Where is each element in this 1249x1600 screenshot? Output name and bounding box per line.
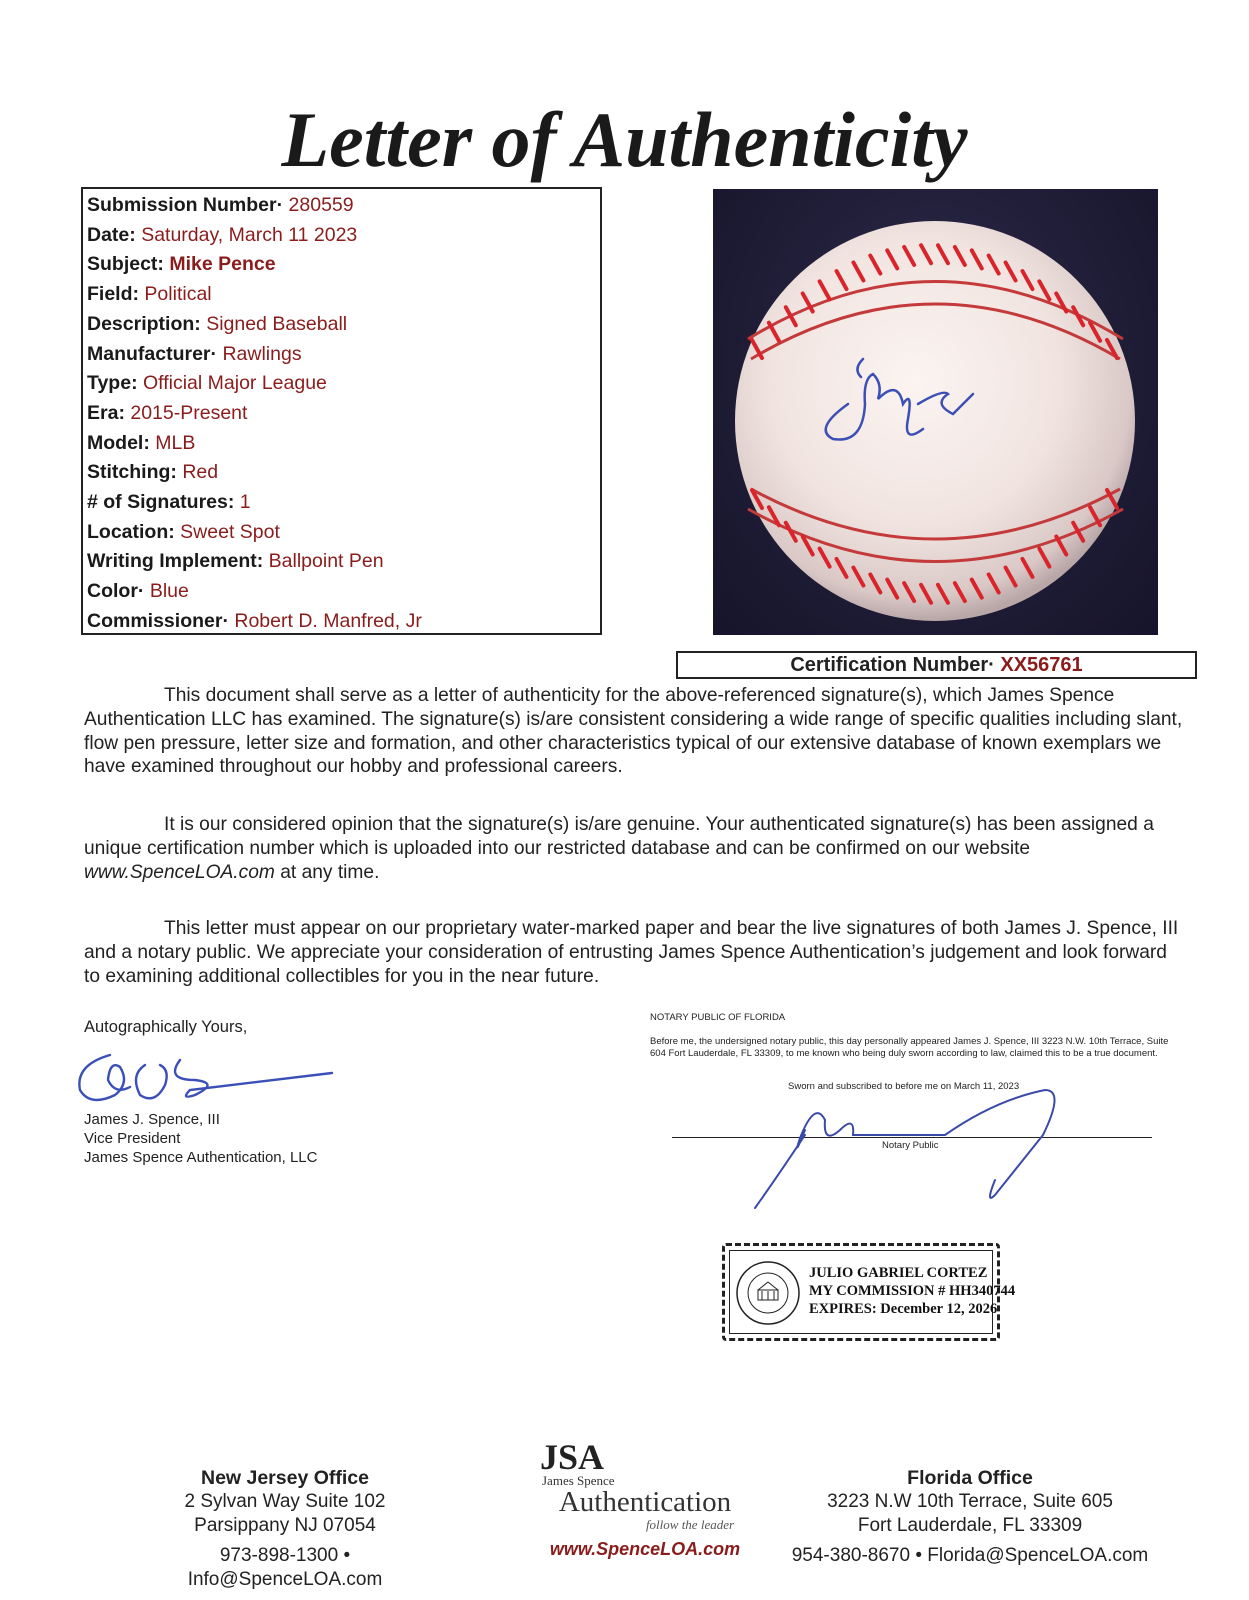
signoff-closing: Autographically Yours, <box>84 1018 248 1036</box>
baseball-photo <box>713 189 1158 635</box>
detail-label: Type: <box>87 372 138 395</box>
jsa-logo-sub: James Spence <box>542 1473 615 1488</box>
detail-row <box>87 429 596 459</box>
paragraph-1-text: This document shall serve as a letter of authenticity for the above-referenced signature(s), which James Spence Authentication LLC has examined. The signature(s) is/are consistent considering a wide range of specific qualities including slant, flow pen pressure, letter size and formation, and other characteristics typical of our extensive database of known exemplars we have examined throughout our hobby and professional careers. <box>84 685 1183 778</box>
detail-label: Stitching: <box>87 461 177 484</box>
detail-value: Rawlings <box>222 342 302 365</box>
seal-expires: EXPIRES: December 12, 2026 <box>809 1301 998 1317</box>
detail-row <box>87 488 596 518</box>
detail-row <box>87 280 596 310</box>
notary-seal <box>722 1243 1016 1341</box>
detail-value: Saturday, March 11 2023 <box>141 223 358 246</box>
paragraph-3 <box>84 917 1184 988</box>
seal-commission: MY COMMISSION # HH340744 <box>809 1283 1016 1299</box>
detail-row <box>87 458 596 488</box>
notary-heading: NOTARY PUBLIC OF FLORIDA <box>650 1012 786 1023</box>
fl-address-2: Fort Lauderdale, FL 33309 <box>857 1515 1083 1536</box>
nj-office-heading: New Jersey Office <box>200 1467 369 1489</box>
detail-row <box>87 547 596 577</box>
detail-value: Signed Baseball <box>206 312 348 335</box>
detail-label: # of Signatures: <box>87 491 235 514</box>
detail-row <box>87 399 596 429</box>
paragraph-3-text: This letter must appear on our proprietary water-marked paper and bear the live signatures of both James J. Spence, III and a notary public. We appreciate your consideration of entrusting James Spence Authentication’s judgement and look forward to examining additional collectibles for you in the near future. <box>84 918 1179 987</box>
detail-label: Model: <box>87 431 150 454</box>
spence-signature-icon <box>70 1035 340 1110</box>
detail-label: Field: <box>87 283 139 306</box>
jsa-logo-auth: Authentication <box>558 1486 732 1518</box>
jsa-logo-mark: JSA <box>540 1437 605 1477</box>
detail-label: Date: <box>87 223 136 246</box>
detail-label: Submission Number· <box>87 194 284 216</box>
page-title: Letter of Authenticity <box>281 96 968 183</box>
detail-label: Commissioner· <box>87 609 229 632</box>
detail-row <box>87 577 596 607</box>
jsa-logo-tagline: follow the leader <box>645 1517 735 1532</box>
signer-company: James Spence Authentication, LLC <box>84 1149 318 1166</box>
signoff-text <box>84 1110 317 1167</box>
notary-signature-icon <box>745 1060 1085 1210</box>
detail-value: Official Major League <box>142 372 327 395</box>
baseball-illustration <box>713 189 1158 635</box>
nj-address-1: 2 Sylvan Way Suite 102 <box>184 1491 386 1512</box>
jsa-logo-url[interactable]: www.SpenceLOA.com <box>549 1539 741 1559</box>
detail-row <box>87 518 596 548</box>
notary-line-label: Notary Public <box>882 1140 939 1151</box>
detail-value: Mike Pence <box>169 253 276 276</box>
detail-row <box>87 310 596 340</box>
paragraph-1 <box>84 684 1184 779</box>
detail-value: Political <box>144 283 212 306</box>
paragraph-2-main: It is our considered opinion that the signature(s) is/are genuine. Your authenticated signature(s) has been assigned a unique certification number which is uploaded into our restricted database and can be confirmed on our website <box>84 814 1154 859</box>
certification-label: Certification Number· <box>790 654 995 676</box>
nj-contact: 973-898-1300 • Info@SpenceLOA.com <box>187 1545 383 1590</box>
detail-label: Description: <box>87 312 201 335</box>
detail-value: Robert D. Manfred, Jr <box>234 609 422 632</box>
detail-label: Location: <box>87 520 175 543</box>
detail-label: Writing Implement: <box>87 550 264 573</box>
fl-contact: 954-380-8670 • Florida@SpenceLOA.com <box>791 1545 1149 1566</box>
notary-sworn: Sworn and subscribed to before me on March 11, 2023 <box>788 1081 1020 1092</box>
detail-label: Manufacturer· <box>87 342 218 365</box>
paragraph-2-text <box>84 813 1184 884</box>
fl-address-1: 3223 N.W 10th Terrace, Suite 605 <box>827 1491 1113 1512</box>
certification-number-box <box>676 651 1197 679</box>
nj-address-2: Parsippany NJ 07054 <box>194 1515 376 1536</box>
submission-details-box <box>81 187 602 635</box>
detail-value: Ballpoint Pen <box>268 550 384 573</box>
certification-value: XX56761 <box>1000 654 1083 676</box>
detail-row <box>87 607 596 637</box>
detail-row <box>87 369 596 399</box>
detail-label: Subject: <box>87 253 164 276</box>
signer-name: James J. Spence, III <box>84 1111 220 1128</box>
detail-value: Red <box>182 461 219 484</box>
signer-role: Vice President <box>84 1130 181 1147</box>
jsa-logo <box>520 1437 770 1570</box>
detail-value: 280559 <box>288 194 354 216</box>
notary-body: Before me, the undersigned notary public, this day personally appeared James J. Spence, III 3223 N.W. 10th Terrace, Suite 604 Fort Lauderdale, FL 33309, to me known who being duly sworn according to law, claimed this to be a true document. <box>650 1036 1169 1059</box>
detail-value: Blue <box>149 580 189 603</box>
website-link[interactable]: www.SpenceLOA.com <box>84 861 275 883</box>
detail-label: Color· <box>87 580 145 603</box>
fl-office-heading: Florida Office <box>907 1467 1033 1489</box>
detail-label: Era: <box>87 401 125 424</box>
detail-row <box>87 250 596 280</box>
paragraph-2-end: at any time. <box>280 861 380 883</box>
detail-value: MLB <box>155 431 196 454</box>
paragraph-2 <box>84 813 1184 884</box>
detail-row <box>87 191 596 221</box>
nj-office <box>120 1466 450 1592</box>
detail-row <box>87 340 596 370</box>
detail-row <box>87 221 596 251</box>
detail-value: Sweet Spot <box>180 520 280 543</box>
florida-seal-icon <box>735 1260 801 1326</box>
detail-value: 2015-Present <box>130 401 248 424</box>
seal-name: JULIO GABRIEL CORTEZ <box>809 1265 988 1281</box>
detail-value: 1 <box>239 491 251 514</box>
fl-office <box>785 1466 1155 1568</box>
